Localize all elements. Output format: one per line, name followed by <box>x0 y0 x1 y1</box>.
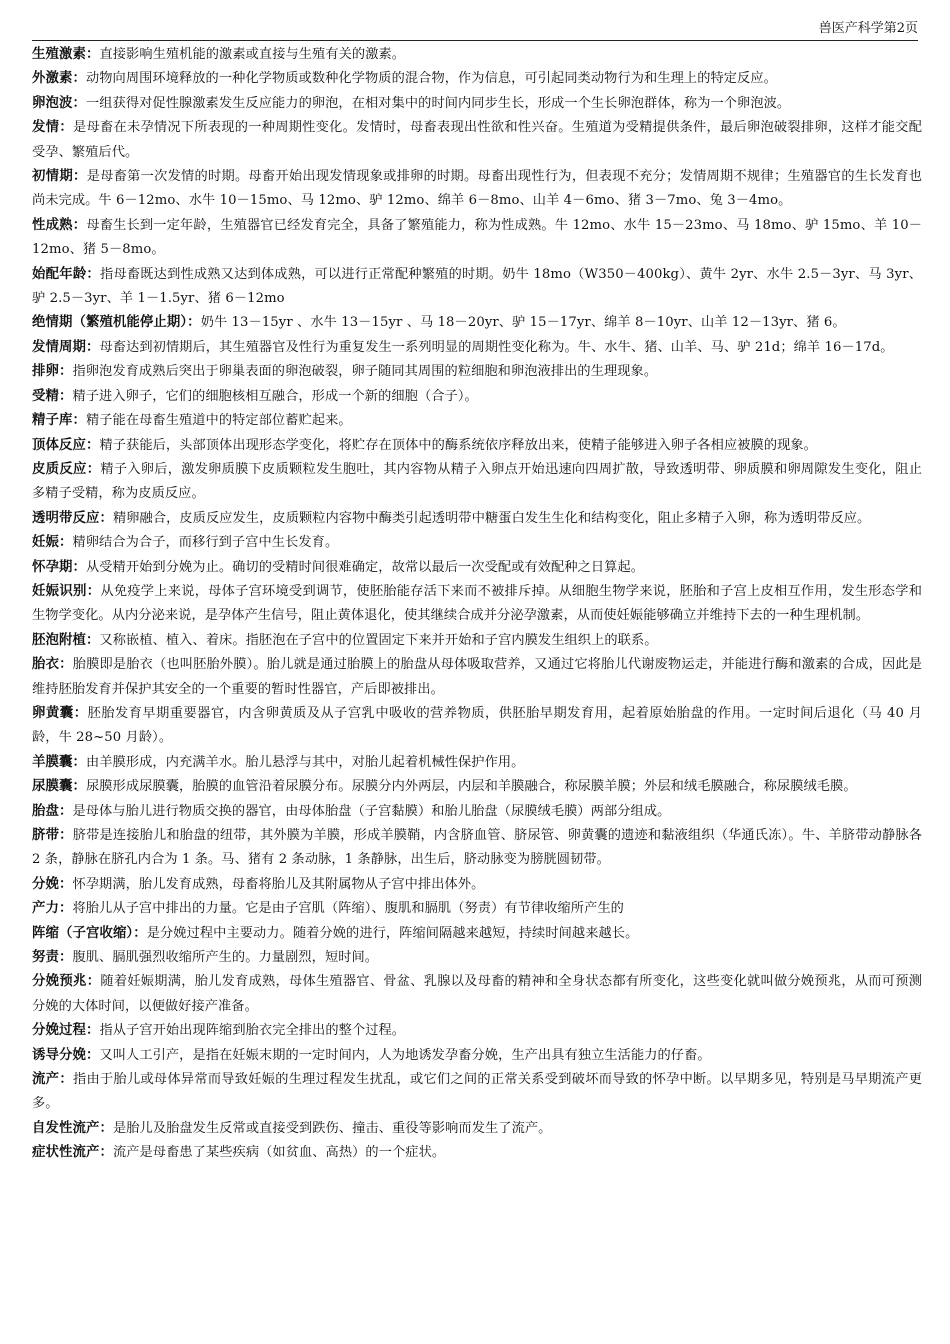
glossary-definition: 精子能在母畜生殖道中的特定部位蓄贮起来。 <box>85 413 352 429</box>
glossary-term: 皮质反应： <box>32 461 101 477</box>
glossary-term: 排卵： <box>32 364 73 380</box>
glossary-term: 流产： <box>32 1072 74 1088</box>
glossary-entry <box>32 434 922 458</box>
glossary-entry <box>32 580 922 629</box>
glossary-definition: 是胎儿及胎盘发生反常或直接受到跌伤、撞击、重役等影响而发生了流产。 <box>112 1120 552 1136</box>
glossary-definition: 奶牛 13－15yr 、水牛 13－15yr 、马 18－20yr、驴 15－17yr、绵羊 8－10yr、山羊 12－13yr、猪 6。 <box>200 315 846 331</box>
glossary-definition: 精卵结合为合子，而移行到子宫中生长发育。 <box>72 535 339 551</box>
glossary-definition: 又叫人工引产，是指在妊娠末期的一定时间内，人为地诱发孕畜分娩，生产出具有独立生活能力的仔畜。 <box>99 1047 711 1063</box>
glossary-definition: 胚胎发育早期重要器官，内含卵黄质及从子宫乳中吸收的营养物质，供胚胎早期发育用，起着原始胎盘的作用。一定时间后退化（马 40 月龄，牛 28~50 月龄）。 <box>32 705 922 746</box>
page-header-title: 兽医产科学第2页 <box>818 21 918 36</box>
glossary-entry <box>32 311 922 335</box>
glossary-term: 症状性流产： <box>32 1145 113 1161</box>
glossary-definition: 指从子宫开始出现阵缩到胎衣完全排出的整个过程。 <box>99 1023 406 1039</box>
glossary-definition: 是母畜在未孕情况下所表现的一种周期性变化。发情时，母畜表现出性欲和性兴奋。生殖道为受精提供条件，最后卵泡破裂排卵，这样才能交配受孕、繁殖后代。 <box>32 120 922 160</box>
glossary-definition: 胎膜即是胎衣（也叫胚胎外膜）。胎儿就是通过胎膜上的胎盘从母体吸取营养，又通过它将胎儿代谢废物运走，并能进行酶和激素的合成，因此是维持胚胎发育并保护其安全的一个重要的暂时性器官，产后即被排出。 <box>32 657 922 697</box>
glossary-definition: 精子进入卵子，它们的细胞核相互融合，形成一个新的细胞（合子）。 <box>72 388 478 404</box>
glossary-term: 顶体反应： <box>32 437 100 453</box>
glossary-term: 怀孕期： <box>32 559 86 575</box>
glossary-term: 阵缩（子宫收缩）： <box>32 925 147 941</box>
glossary-entry <box>32 824 922 873</box>
glossary-entry <box>32 92 922 116</box>
glossary-definition: 从免疫学上来说，母体子宫环境受到调节，使胚胎能存活下来而不被排斥掉。从细胞生物学来说，胚胎和子宫上皮相互作用，发生形态学和生物学变化。从内分泌来说，是孕体产生信号，阻止黄体退化，使其继续合成并分泌孕激素，从而使妊娠能够确立并维持下去的一种生理机制。 <box>32 583 922 624</box>
glossary-term: 胎盘： <box>32 803 73 819</box>
glossary-entry <box>32 653 922 702</box>
glossary-entry <box>32 1141 922 1165</box>
glossary-entry <box>32 165 922 214</box>
glossary-definition: 怀孕期满，胎儿发育成熟，母畜将胎儿及其附属物从子宫中排出体外。 <box>72 876 485 892</box>
glossary-entry <box>32 67 922 91</box>
glossary-definition: 从受精开始到分娩为止。确切的受精时间很难确定，故常以最后一次受配或有效配种之日算起。 <box>85 559 645 575</box>
glossary-definition: 直接影响生殖机能的激素或直接与生殖有关的激素。 <box>99 47 406 62</box>
glossary-term: 外激素： <box>32 71 86 87</box>
glossary-entry <box>32 385 922 409</box>
glossary-term: 生殖激素： <box>32 47 100 62</box>
glossary-term: 透明带反应： <box>32 510 113 526</box>
glossary-definition: 精子入卵后，激发卵质膜下皮质颗粒发生胞吐，其内容物从精子入卵点开始迅速向四周扩散，导致透明带、卵质膜和卵周隙发生变化，阻止多精子受精，称为皮质反应。 <box>32 461 922 502</box>
glossary-definition: 脐带是连接胎儿和胎盘的纽带，其外膜为羊膜，形成羊膜鞘，内含脐血管、脐尿管、卵黄囊的遗迹和黏液组织（华通氏冻）。牛、羊脐带动静脉各 2 条，静脉在脐孔内合为 1 条。马、猪有 2 条动脉，1 条静脉，出生后，脐动脉变为膀胱圆韧带。 <box>32 828 922 868</box>
glossary-entry <box>32 263 922 312</box>
glossary-entry <box>32 214 922 263</box>
glossary-term: 初情期： <box>32 169 87 185</box>
glossary-entry <box>32 873 922 897</box>
glossary-entries <box>32 43 922 1166</box>
glossary-definition: 流产是母畜患了某些疾病（如贫血、高热）的一个症状。 <box>112 1145 446 1161</box>
glossary-term: 卵黄囊： <box>32 705 88 721</box>
glossary-entry <box>32 897 922 921</box>
glossary-entry <box>32 458 922 507</box>
glossary-definition: 是母畜第一次发情的时期。母畜开始出现发情现象或排卵的时期。母畜出现性行为，但表现不充分；发情周期不规律；生殖器官的生长发育也尚未完成。牛 6－12mo、水牛 10－15mo、马 12mo、驴 12mo、绵羊 6－8mo、山羊 4－6mo、猪 3－7mo、兔 3－4mo。 <box>32 169 922 209</box>
glossary-term: 精子库： <box>32 413 86 429</box>
glossary-definition: 随着妊娠期满，胎儿发育成熟，母体生殖器官、骨盆、乳腺以及母畜的精神和全身状态都有所变化，这些变化就叫做分娩预兆，从而可预测分娩的大体时间，以便做好接产准备。 <box>32 974 922 1014</box>
page-header <box>32 20 918 41</box>
glossary-term: 自发性流产： <box>32 1120 113 1136</box>
glossary-term: 妊娠识别： <box>32 583 101 599</box>
glossary-definition: 精卵融合，皮质反应发生，皮质颗粒内容物中酶类引起透明带中糖蛋白发生生化和结构变化，阻止多精子入卵，称为透明带反应。 <box>112 510 871 526</box>
glossary-term: 绝情期（繁殖机能停止期）： <box>32 315 201 331</box>
glossary-entry <box>32 409 922 433</box>
glossary-term: 分娩过程： <box>32 1023 100 1039</box>
glossary-definition: 动物向周围环境释放的一种化学物质或数种化学物质的混合物，作为信息，可引起同类动物行为和生理上的特定反应。 <box>85 71 777 87</box>
glossary-definition: 腹肌、膈肌强烈收缩所产生的。力量剧烈，短时间。 <box>72 950 379 966</box>
glossary-term: 受精： <box>32 388 73 404</box>
glossary-term: 尿膜囊： <box>32 779 86 795</box>
glossary-definition: 由羊膜形成，内充满羊水。胎儿悬浮与其中，对胎儿起着机械性保护作用。 <box>85 754 525 770</box>
glossary-term: 胎衣： <box>32 657 73 673</box>
glossary-term: 始配年龄： <box>32 266 101 282</box>
glossary-entry <box>32 43 922 67</box>
glossary-entry <box>32 775 922 799</box>
glossary-entry <box>32 531 922 555</box>
glossary-definition: 精子获能后，头部顶体出现形态学变化，将贮存在顶体中的酶系统依序释放出来，使精子能够进入卵子各相应被膜的现象。 <box>99 437 817 453</box>
glossary-definition: 母畜达到初情期后，其生殖器官及性行为重复发生一系列明显的周期性变化称为。牛、水牛、猪、山羊、马、驴 21d；绵羊 16－17d。 <box>99 339 894 355</box>
glossary-definition: 指卵泡发育成熟后突出于卵巢表面的卵泡破裂，卵子随同其周围的粒细胞和卵泡液排出的生理现象。 <box>72 364 658 380</box>
glossary-entry <box>32 946 922 970</box>
glossary-term: 胚泡附植： <box>32 632 100 648</box>
glossary-entry <box>32 1044 922 1068</box>
glossary-entry <box>32 922 922 946</box>
glossary-definition: 是分娩过程中主要动力。随着分娩的进行，阵缩间隔越来越短，持续时间越来越长。 <box>146 925 639 941</box>
glossary-entry <box>32 1019 922 1043</box>
glossary-definition: 又称嵌植、植入、着床。指胚泡在子宫中的位置固定下来并开始和子宫内膜发生组织上的联系。 <box>99 632 658 648</box>
glossary-term: 性成熟： <box>32 217 87 233</box>
glossary-term: 卵泡波： <box>32 95 86 111</box>
glossary-entry <box>32 970 922 1019</box>
glossary-term: 分娩预兆： <box>32 974 101 990</box>
glossary-definition: 将胎儿从子宫中排出的力量。它是由子宫肌（阵缩）、腹肌和膈肌（努责）有节律收缩所产生的 <box>72 901 624 917</box>
glossary-definition: 一组获得对促性腺激素发生反应能力的卵泡，在相对集中的时间内同步生长，形成一个生长卵泡群体，称为一个卵泡波。 <box>85 95 791 111</box>
glossary-entry <box>32 1117 922 1141</box>
glossary-term: 分娩： <box>32 876 73 892</box>
glossary-term: 产力： <box>32 901 73 917</box>
glossary-entry <box>32 800 922 824</box>
glossary-entry <box>32 507 922 531</box>
glossary-entry <box>32 116 922 165</box>
glossary-definition: 是母体与胎儿进行物质交换的器官，由母体胎盘（子宫黏膜）和胎儿胎盘（尿膜绒毛膜）两部分组成。 <box>72 803 671 819</box>
glossary-definition: 指母畜既达到性成熟又达到体成熟，可以进行正常配种繁殖的时期。奶牛 18mo（W350－400kg）、黄牛 2yr、水牛 2.5－3yr、马 3yr、驴 2.5－3yr、羊 1－1.5yr、猪 6－12mo <box>32 266 922 307</box>
glossary-entry <box>32 1068 922 1117</box>
glossary-term: 羊膜囊： <box>32 754 86 770</box>
glossary-term: 诱导分娩： <box>32 1047 100 1063</box>
glossary-term: 发情： <box>32 120 74 136</box>
glossary-term: 妊娠： <box>32 535 73 551</box>
glossary-term: 发情周期： <box>32 339 100 355</box>
glossary-entry <box>32 360 922 384</box>
glossary-entry <box>32 629 922 653</box>
glossary-definition: 指由于胎儿或母体异常而导致妊娠的生理过程发生扰乱，或它们之间的正常关系受到破坏而导致的怀孕中断。以早期多见，特别是马早期流产更多。 <box>32 1072 922 1112</box>
glossary-entry <box>32 336 922 360</box>
glossary-entry <box>32 751 922 775</box>
glossary-entry <box>32 702 922 751</box>
glossary-definition: 尿膜形成尿膜囊，胎膜的血管沿着尿膜分布。尿膜分内外两层，内层和羊膜融合，称尿膜羊膜；外层和绒毛膜融合，称尿膜绒毛膜。 <box>85 779 857 795</box>
glossary-entry <box>32 556 922 580</box>
glossary-definition: 母畜生长到一定年龄，生殖器官已经发育完全，具备了繁殖能力，称为性成熟。牛 12mo、水牛 15－23mo、马 18mo、驴 15mo、羊 10－12mo、猪 5－8mo。 <box>32 217 922 258</box>
glossary-term: 脐带： <box>32 828 73 843</box>
glossary-term: 努责： <box>32 950 73 966</box>
